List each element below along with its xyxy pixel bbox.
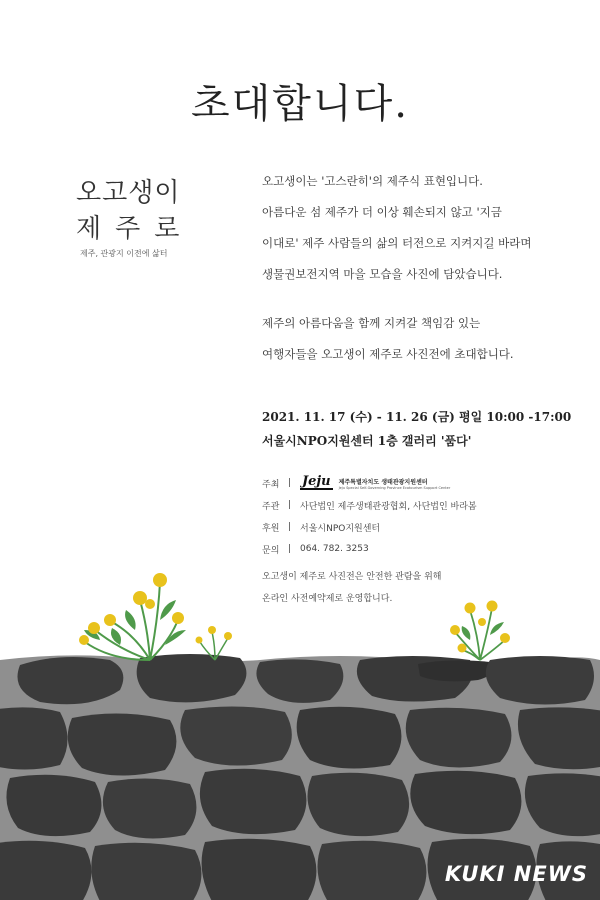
stone bbox=[410, 771, 521, 834]
flower bbox=[196, 637, 203, 644]
stone bbox=[103, 778, 197, 838]
flower bbox=[487, 601, 498, 612]
credit-separator: | bbox=[288, 522, 292, 532]
stone bbox=[202, 839, 317, 900]
flower bbox=[79, 635, 89, 645]
host-logo-name: 제주특별자치도 생태관광지원센터 bbox=[338, 478, 428, 486]
credit-row-organizer bbox=[262, 494, 477, 516]
flower bbox=[145, 599, 155, 609]
stone bbox=[0, 707, 68, 769]
credit-row-sponsor bbox=[262, 516, 477, 538]
credit-value: 064. 782. 3253 bbox=[300, 544, 369, 554]
credit-label: 후원 bbox=[262, 523, 280, 534]
credit-value: 사단법인 제주생태관광협회, 사단법인 바라봄 bbox=[300, 501, 477, 512]
notice-line: 온라인 사전예약제로 운영합니다. bbox=[262, 594, 393, 604]
stone-wall-illustration bbox=[0, 560, 600, 900]
credit-value: 서울시NPO지원센터 bbox=[300, 523, 381, 534]
credits bbox=[262, 472, 477, 560]
flower bbox=[224, 632, 232, 640]
intro-line: 여행자들을 오고생이 제주로 사진전에 초대합니다. bbox=[262, 347, 514, 361]
flower bbox=[208, 626, 216, 634]
news-watermark: KUKI NEWS bbox=[444, 862, 588, 886]
credit-row-contact bbox=[262, 538, 477, 560]
exhibition-caption: 제주, 관광지 이전에 삶터 bbox=[80, 249, 168, 258]
intro-line: 아름다운 섬 제주가 더 이상 훼손되지 않고 '지금 bbox=[262, 205, 502, 219]
flower bbox=[133, 591, 147, 605]
stone bbox=[180, 706, 292, 765]
credit-label: 문의 bbox=[262, 545, 280, 556]
flower bbox=[172, 612, 184, 624]
flower bbox=[104, 614, 116, 626]
stone bbox=[297, 707, 402, 769]
flower bbox=[465, 603, 476, 614]
host-logo bbox=[300, 476, 450, 490]
stone bbox=[137, 654, 247, 702]
stone bbox=[0, 841, 91, 900]
flower bbox=[153, 573, 167, 587]
event-info bbox=[262, 405, 571, 453]
host-logo-sub: Jeju Special Self-Governing Province Ecotourism Support Center bbox=[338, 485, 451, 490]
exhibition-name-line2: 제주로 bbox=[76, 214, 194, 244]
intro-line: 이대로' 제주 사람들의 삶의 터전으로 지켜지길 바라며 bbox=[262, 236, 532, 250]
stone bbox=[68, 713, 177, 775]
credit-label: 주최 bbox=[262, 479, 280, 490]
stone bbox=[406, 708, 512, 768]
stone bbox=[318, 841, 427, 900]
credit-separator: | bbox=[288, 478, 292, 488]
credit-separator: | bbox=[288, 544, 292, 554]
intro-text bbox=[262, 166, 582, 370]
notice-line: 오고생이 제주로 사진전은 안전한 관람을 위해 bbox=[262, 572, 442, 582]
intro-line: 생물권보전지역 마을 모습을 사진에 담았습니다. bbox=[262, 267, 503, 281]
flower bbox=[88, 622, 100, 634]
intro-line: 제주의 아름다움을 함께 지켜갈 책임감 있는 bbox=[262, 316, 481, 330]
stone bbox=[308, 773, 410, 836]
page-title: 초대합니다. bbox=[191, 81, 409, 127]
exhibition-name-line1: 오고생이 bbox=[76, 178, 181, 208]
flower bbox=[478, 618, 486, 626]
stone bbox=[6, 775, 101, 836]
paragraph-gap bbox=[262, 290, 582, 308]
intro-line: 오고생이는 '고스란히'의 제주식 표현입니다. bbox=[262, 174, 483, 188]
flower bbox=[458, 644, 467, 653]
credit-row-host bbox=[262, 472, 477, 494]
stone bbox=[486, 656, 594, 705]
stone bbox=[418, 660, 493, 681]
event-venue: 서울시NPO지원센터 1층 갤러리 '품다' bbox=[262, 434, 472, 448]
flower bbox=[500, 633, 510, 643]
flower-cluster-left bbox=[79, 573, 232, 660]
flower-cluster-right bbox=[450, 601, 510, 661]
credit-label: 주관 bbox=[262, 501, 280, 512]
stone bbox=[200, 769, 307, 834]
credit-separator: | bbox=[288, 500, 292, 510]
host-logo-mark: Jeju bbox=[302, 474, 331, 489]
event-dates: 2021. 11. 17 (수) - 11. 26 (금) 평일 10:00 -17:00 bbox=[262, 410, 572, 424]
flower bbox=[450, 625, 460, 635]
stone bbox=[91, 843, 201, 900]
